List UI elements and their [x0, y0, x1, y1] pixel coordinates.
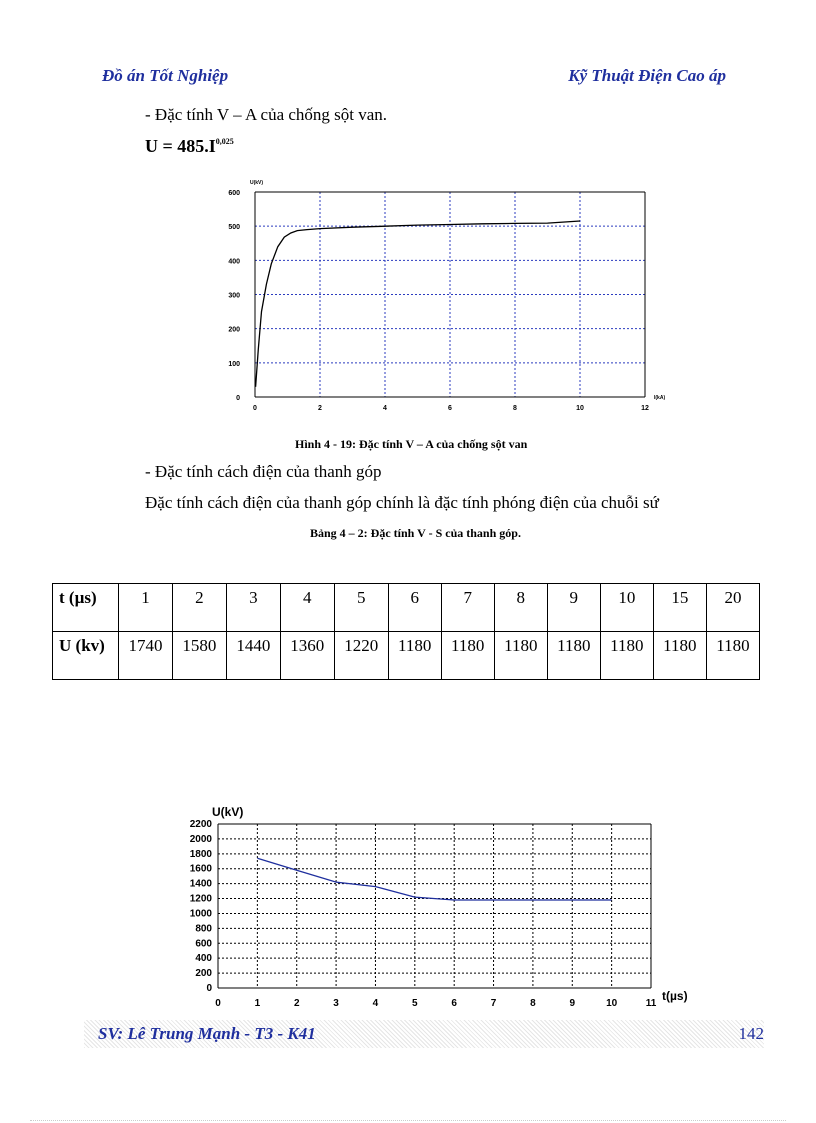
- x-tick-label: 4: [383, 405, 387, 412]
- y-tick-label: 500: [228, 224, 240, 232]
- table-cell-voltage: 1360: [280, 632, 334, 680]
- table-cell-time: 9: [547, 584, 600, 632]
- x-tick-label: 3: [333, 998, 339, 1009]
- y-tick-label: 200: [195, 968, 212, 980]
- table-cell-voltage: 1740: [119, 632, 173, 680]
- table-cell-voltage: 1180: [388, 632, 441, 680]
- table-row-time: [53, 584, 760, 632]
- y-tick-label: 800: [195, 923, 212, 935]
- table-cell-voltage: 1180: [653, 632, 706, 680]
- y-tick-label: 1600: [189, 863, 212, 875]
- x-tick-label: 11: [645, 998, 657, 1009]
- table-cell-voltage: 1180: [547, 632, 600, 680]
- page-number: 142: [738, 1024, 764, 1043]
- table-cell-time: 1: [119, 584, 173, 632]
- table-cell-voltage: 1180: [600, 632, 653, 680]
- formula: [145, 136, 234, 157]
- table-cell-time: 10: [600, 584, 653, 632]
- x-tick-label: 2: [293, 998, 300, 1009]
- footer-bar: [84, 1020, 764, 1048]
- x-tick-label: 7: [490, 998, 497, 1009]
- x-tick-label: 5: [412, 998, 418, 1009]
- y-tick-label: 0: [206, 983, 212, 994]
- y-tick-label: 400: [195, 953, 212, 965]
- table-cell-voltage: 1440: [226, 632, 280, 680]
- y-tick-label: 600: [195, 938, 212, 950]
- x-tick-label: 6: [451, 998, 457, 1009]
- x-tick-label: 2: [318, 405, 322, 412]
- x-axis-label: I(kA): [654, 395, 666, 401]
- y-tick-label: 2200: [189, 819, 212, 830]
- y-tick-label: 2000: [189, 833, 212, 845]
- insulation-text: Đặc tính cách điện của thanh góp chính là đặc tính phóng điện của chuỗi sứ: [145, 493, 659, 512]
- table-cell-time: 3: [226, 584, 280, 632]
- table-cell-time: 2: [172, 584, 226, 632]
- table-cell-time: 7: [441, 584, 494, 632]
- x-tick-label: 10: [576, 405, 584, 412]
- table-cell-voltage: 1220: [334, 632, 388, 680]
- vs-table: [52, 583, 760, 680]
- x-tick-label: 9: [569, 998, 576, 1009]
- table-caption: Bảng 4 – 2: Đặc tính V - S của thanh góp.: [310, 526, 521, 540]
- x-tick-label: 12: [641, 405, 649, 412]
- y-tick-label: 1000: [189, 908, 212, 920]
- figure-caption: Hình 4 - 19: Đặc tính V – A của chống sột van: [295, 437, 528, 451]
- table-cell-voltage: 1180: [494, 632, 547, 680]
- y-tick-label: 300: [228, 292, 240, 300]
- table-cell-time: 15: [653, 584, 706, 632]
- x-tick-label: 0: [253, 405, 257, 412]
- vs-chart: [170, 803, 730, 1018]
- y-tick-label: 100: [228, 360, 240, 368]
- insulation-heading: - Đặc tính cách điện của thanh góp: [145, 462, 382, 481]
- formula-base: U = 485.I: [145, 136, 216, 156]
- va-heading: - Đặc tính V – A của chống sột van.: [145, 105, 388, 124]
- y-axis-label: U(kV): [212, 805, 244, 819]
- x-tick-label: 8: [530, 998, 536, 1009]
- y-tick-label: 200: [228, 326, 240, 334]
- table-cell-time: 5: [334, 584, 388, 632]
- x-tick-label: 0: [215, 998, 221, 1009]
- table-cell-voltage: 1180: [441, 632, 494, 680]
- table-cell-time: 20: [706, 584, 759, 632]
- table-cell-voltage: 1580: [172, 632, 226, 680]
- formula-exponent: 0,025: [215, 137, 234, 146]
- y-tick-label: 400: [228, 258, 240, 266]
- table-cell-time: 6: [388, 584, 441, 632]
- y-tick-label: 0: [236, 395, 240, 402]
- footer-author: SV: Lê Trung Mạnh - T3 - K41: [98, 1024, 316, 1043]
- x-tick-label: 4: [372, 998, 379, 1009]
- y-tick-label: 1800: [189, 848, 212, 860]
- x-tick-label: 10: [606, 998, 618, 1009]
- table-row-voltage: [53, 632, 760, 680]
- header-left-title: Đồ án Tốt Nghiệp: [102, 66, 229, 85]
- va-chart: [220, 172, 680, 412]
- y-tick-label: 1400: [189, 878, 212, 890]
- x-axis-label: t(µs): [662, 989, 688, 1003]
- table-cell-time: 4: [280, 584, 334, 632]
- x-tick-label: 6: [448, 405, 452, 412]
- y-tick-label: 600: [228, 190, 240, 197]
- page-bottom-rule: [30, 1120, 786, 1121]
- y-axis-label: U(kV): [250, 180, 264, 186]
- table-cell-time: 8: [494, 584, 547, 632]
- row-label-time: t (µs): [53, 584, 119, 632]
- y-tick-label: 1200: [189, 893, 212, 905]
- series-line: [256, 221, 580, 387]
- x-tick-label: 1: [254, 998, 261, 1009]
- x-tick-label: 8: [513, 405, 517, 412]
- series-line: [257, 858, 611, 900]
- header-right-title: Kỹ Thuật Điện Cao áp: [568, 66, 726, 85]
- row-label-voltage: U (kv): [53, 632, 119, 680]
- table-cell-voltage: 1180: [706, 632, 759, 680]
